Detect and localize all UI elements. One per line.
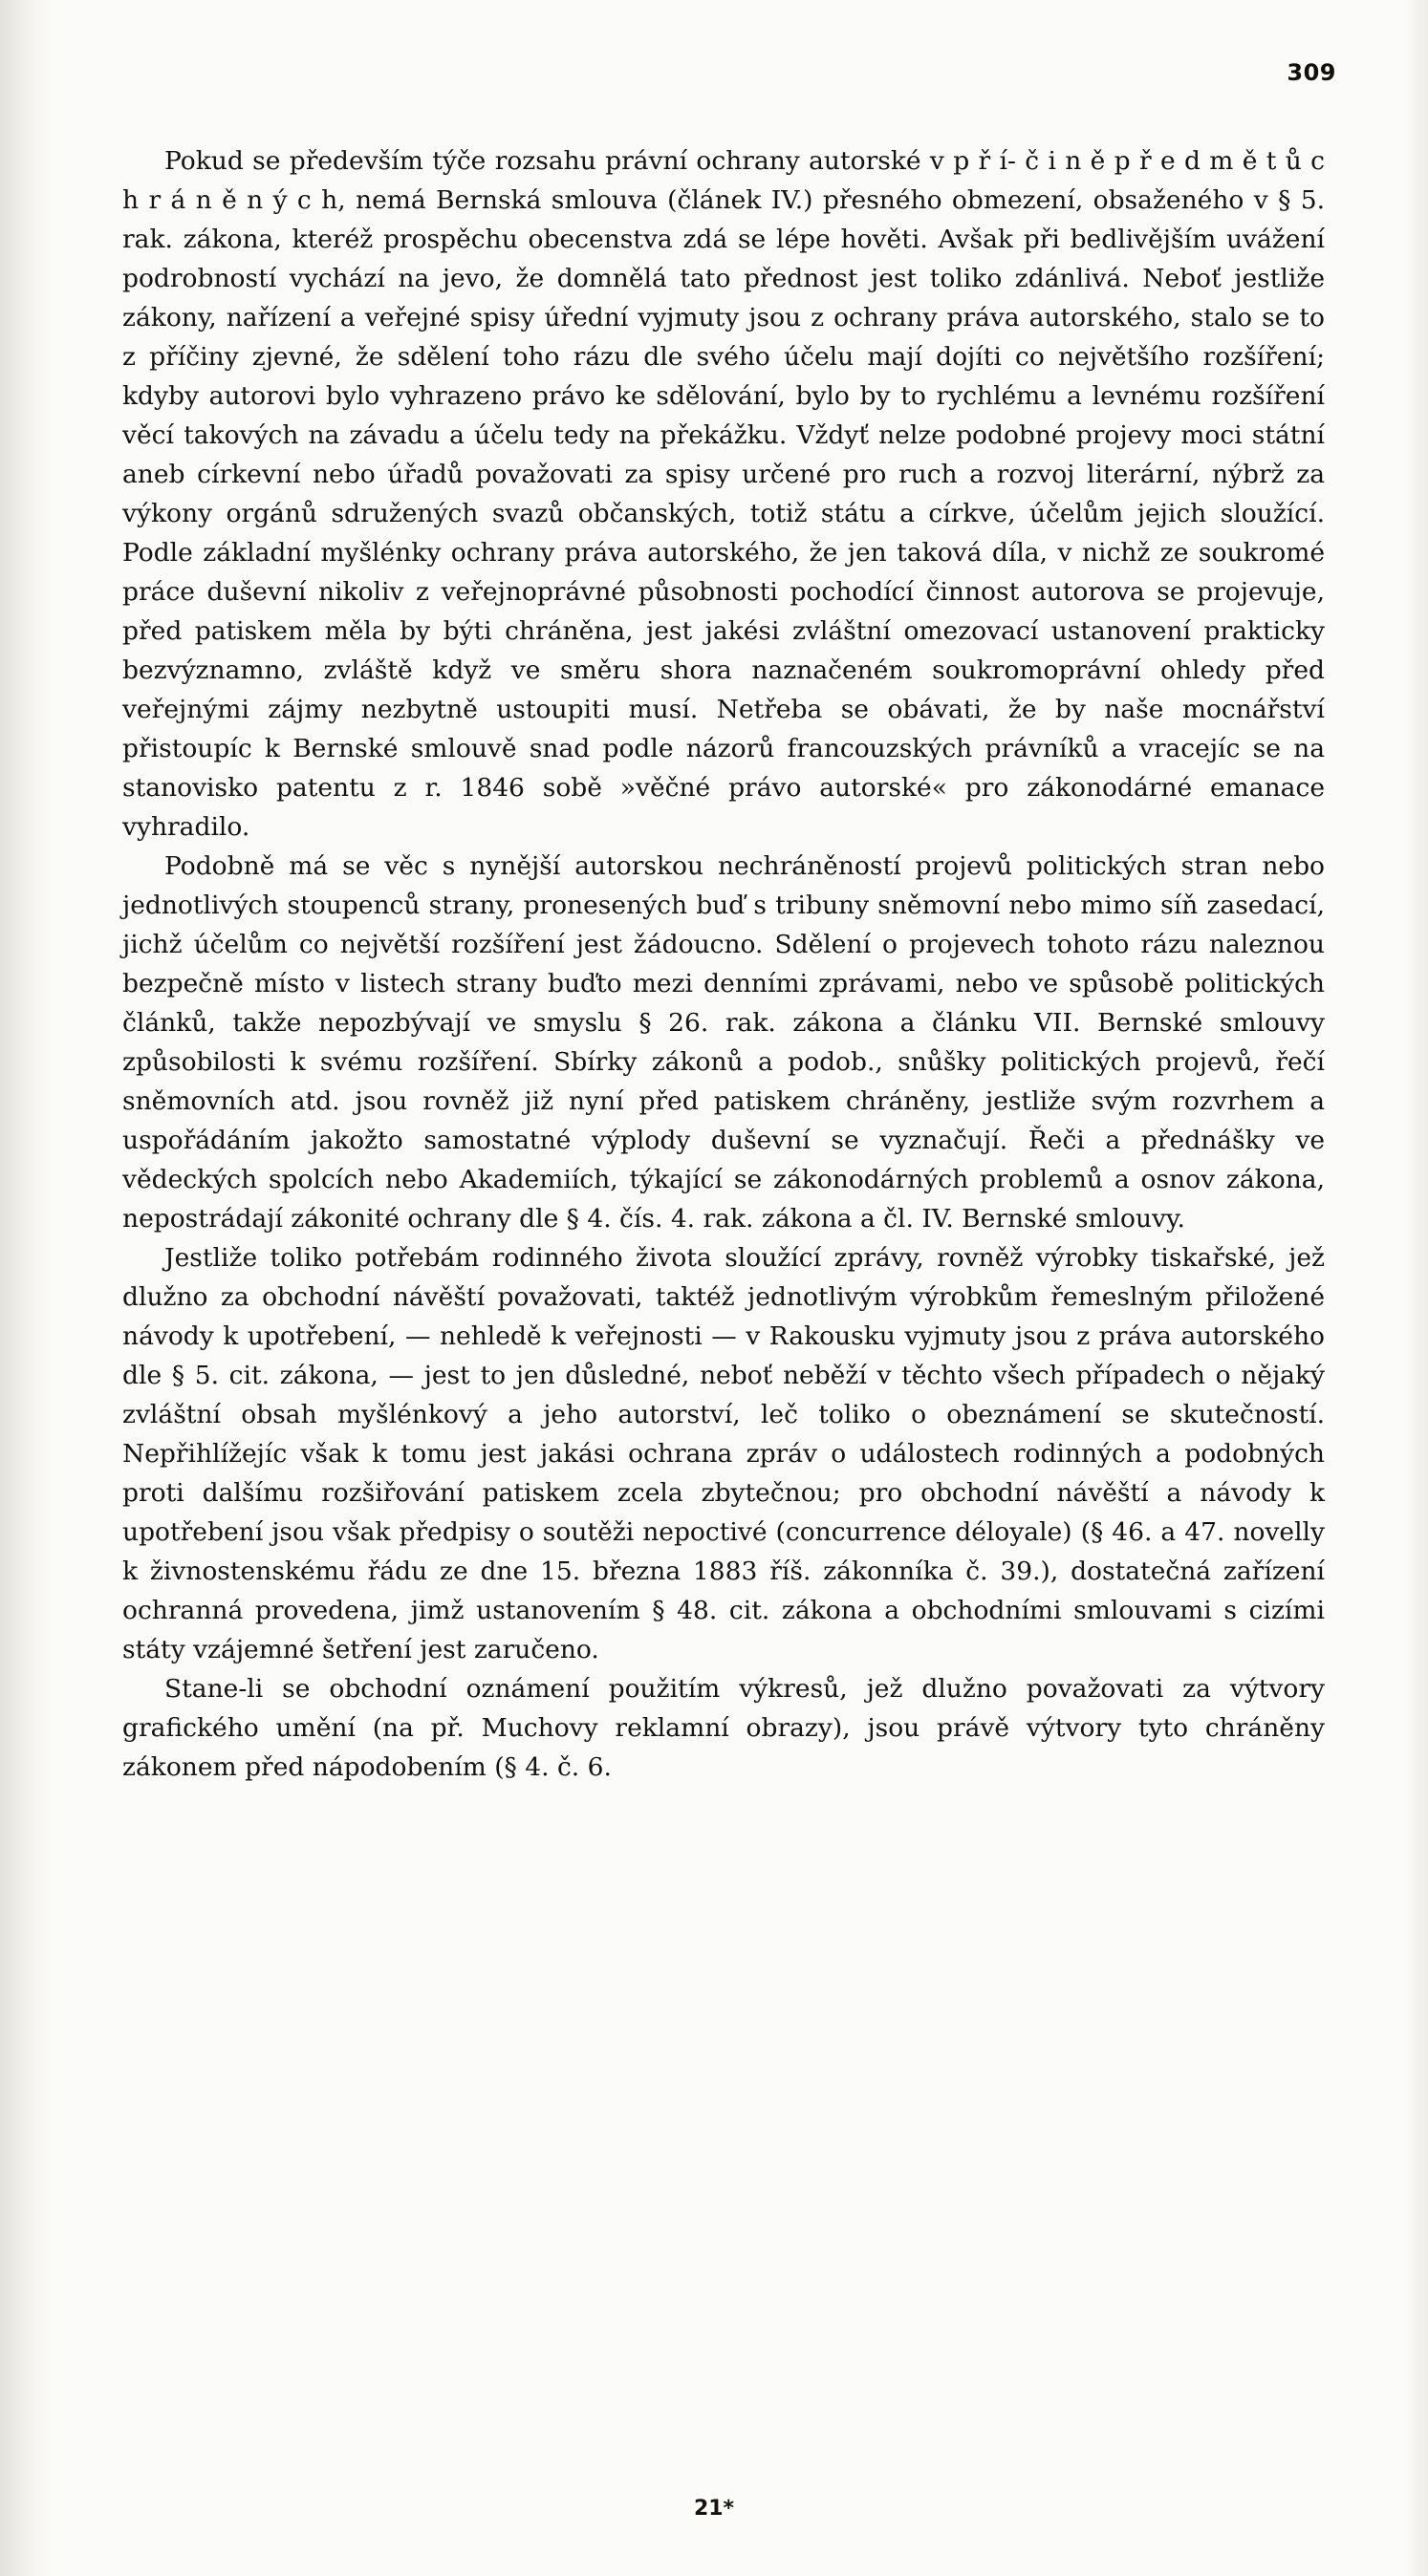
paragraph: Jestliže toliko potřebám rodinného života sloužící zprávy, rovněž výrobky tiskařské, jež dlužno za obchodní návěští považovati, taktéž jednotlivým výrobkům řemeslným přiložené návody k upotřebení, — nehledě k veřejnosti — v Rakousku vyjmuty jsou z práva autorského dle § 5. cit. zákona, — jest to jen důsledné, neboť neběží v těchto všech případech o nějaký zvláštní obsah myšlénkový a jeho autorství, leč toliko o obeznámení se skutečností. Nepřihlížejíc však k tomu jest jakási ochrana zpráv o událostech rodinných a podobných proti dalšímu rozšiřování patiskem zcela zbytečnou; pro obchodní návěští a návody k upotřebení jsou však předpisy o soutěži nepoctivé (concurrence déloyale) (§ 46. a 47. novelly k živnostenskému řádu ze dne 15. března 1883 říš. zákonníka č. 39.), dostatečná zařízení ochranná provedena, jimž ustanovením § 48. cit. zákona a obchodními smlouvami s cizími státy vzájemné šetření jest zaručeno. — [122, 1243, 1325, 1664]
paragraph: Podobně má se věc s nynější autorskou nechráněností projevů politických stran nebo jednotlivých stoupenců strany, pronesených buď s tribuny sněmovní nebo mimo síň zasedací, jichž účelům co největší rozšíření jest žádoucno. Sdělení o projevech tohoto rázu naleznou bezpečně místo v listech strany buďto mezi denními zprávami, nebo ve spůsobě politických článků, takže nepozbývají ve smyslu § 26. rak. zákona a článku VII. Bernské smlouvy způsobilosti k svému rozšíření. Sbírky zákonů a podob., snůšky politických projevů, řečí sněmovních atd. jsou rovněž již nyní před patiskem chráněny, jestliže svým rozvrhem a uspořádáním jakožto samostatné výplody duševní se vyznačují. Řeči a přednášky ve vědeckých spolcích nebo Akademiích, týkající se zákonodárných problemů a osnov zákona, nepostrádají zákonité ochrany dle § 4. čís. 4. rak. zákona a čl. IV. Bernské smlouvy. — [122, 851, 1325, 1234]
scan-shadow-left — [0, 0, 55, 2576]
paragraph: Stane-li se obchodní oznámení použitím výkresů, jež dlužno považovati za výtvory grafického umění (na př. Muchovy reklamní obrazy), jsou právě výtvory tyto chráněny zákonem před nápodobením (§ 4. č. 6. — [122, 1674, 1325, 1782]
page-number: 309 — [1287, 59, 1336, 86]
page-body-text — [122, 141, 1325, 1787]
paragraph: Pokud se především týče rozsahu právní ochrany autorské v p ř í- č i n ě p ř e d m ě t ů c h r á n ě n ý c h, nemá Bernská smlouva (článek IV.) přesného obmezení, obsaženého v § 5. rak. zákona, kteréž prospěchu obecenstva zdá se lépe hověti. Avšak při bedlivějším uvážení podrobností vychází na jevo, že domnělá tato přednost jest toliko zdánlivá. Neboť jestliže zákony, nařízení a veřejné spisy úřední vyjmuty jsou z ochrany práva autorského, stalo se to z příčiny zjevné, že sdělení toho rázu dle svého účelu mají dojíti co největšího rozšíření; kdyby autorovi bylo vyhrazeno právo ke sdělování, bylo by to rychlému a levnému rozšíření věcí takových na závadu a účelu tedy na překážku. Vždyť nelze podobné projevy moci státní aneb církevní nebo úřadů považovati za spisy určené pro ruch a rozvoj literární, nýbrž za výkony orgánů sdružených svazů občanských, totiž státu a církve, účelům jejich sloužící. Podle základní myšlénky ochrany práva autorského, že jen taková díla, v nichž ze soukromé práce duševní nikoliv z veřejnoprávné působnosti pochodící činnost autorova se projevuje, před patiskem měla by býti chráněna, jest jakési zvláštní omezovací ustanovení prakticky bezvýznamno, zvláště když ve směru shora naznačeném soukromoprávní ohledy před veřejnými zájmy nezbytně ustoupiti musí. Netřeba se obávati, že by naše mocnářství přistoupíc k Bernské smlouvě snad podle názorů francouzských právníků a vracejíc se na stanovisko patentu z r. 1846 sobě »věčné právo autorské« pro zákonodárné emanace vyhradilo. — [122, 146, 1325, 842]
scan-shadow-right — [1403, 0, 1428, 2576]
signature-mark: 21* — [693, 2497, 735, 2521]
